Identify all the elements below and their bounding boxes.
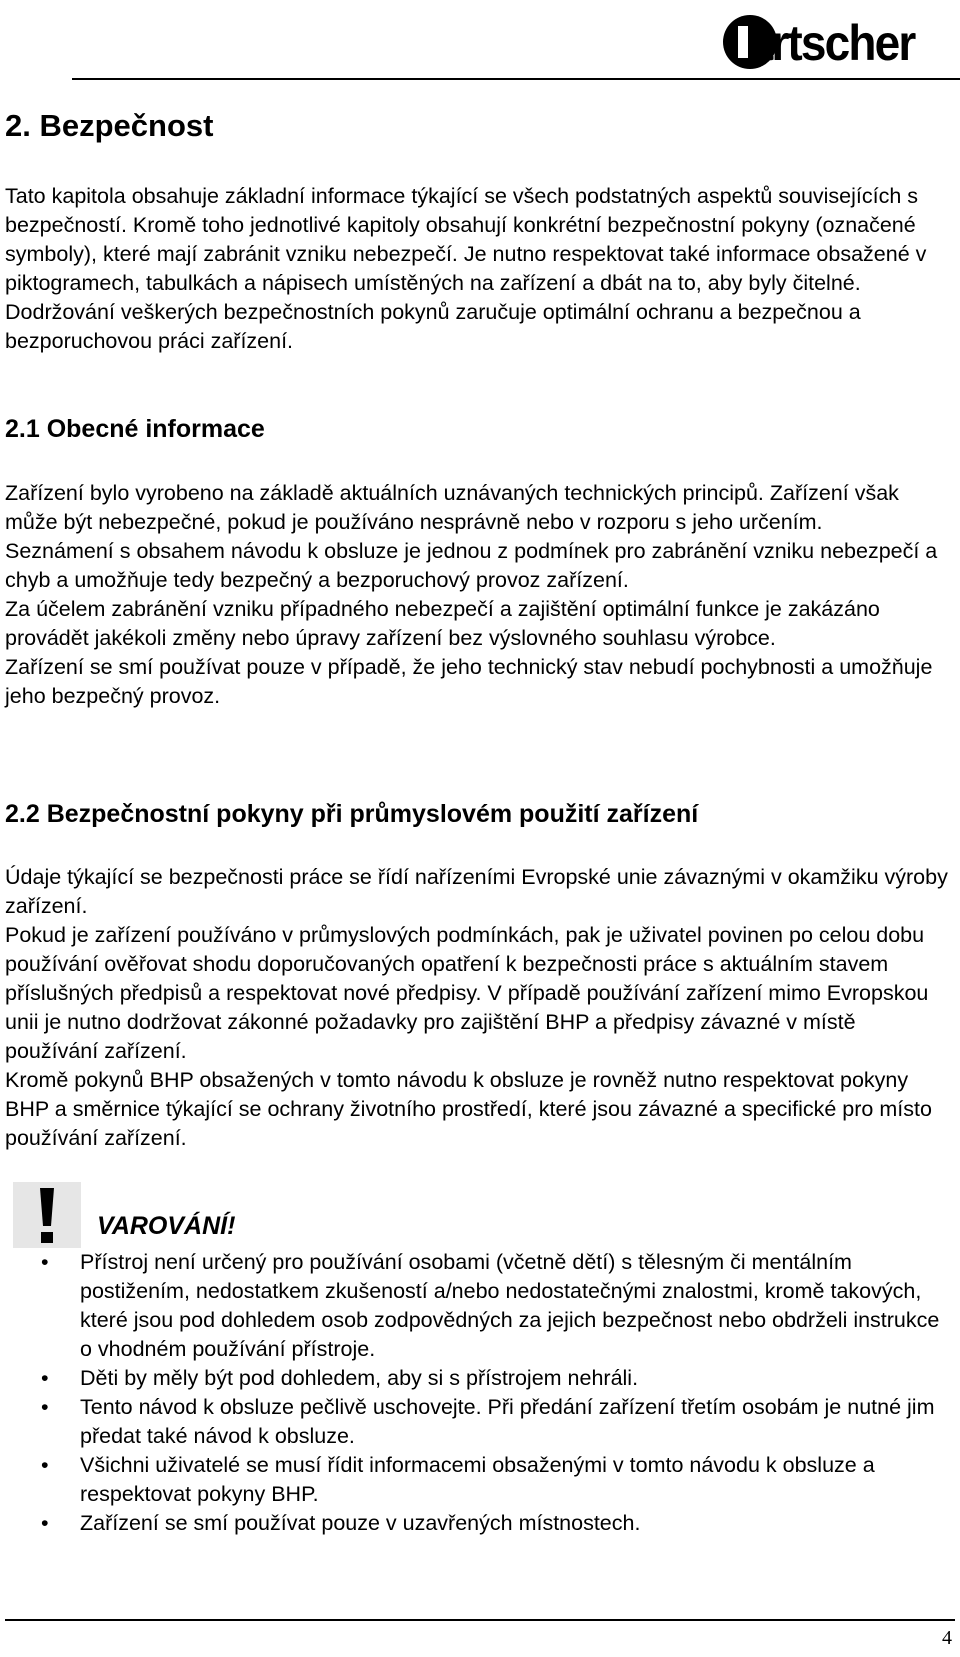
- list-item-text: Zařízení se smí používat pouze v uzavřených místnostech.: [80, 1511, 641, 1535]
- bullet-icon: •: [41, 1366, 49, 1390]
- bullet-icon: •: [41, 1250, 49, 1274]
- subsection-title-general: 2.1 Obecné informace: [5, 415, 265, 443]
- paragraph: Tato kapitola obsahuje základní informace týkající se všech podstatných aspektů souvisejících s bezpečností. Kromě toho jednotlivé kapitoly obsahují konkrétní bezpečnostní pokyny (označené symboly), které mají zabránit vzniku nebezpečí. Je nutno respektovat také informace obsažené v piktogramech, tabulkách a nápisech umístěných na zařízení a dbát na to, aby byly čitelné.: [5, 184, 927, 295]
- warning-title: VAROVÁNÍ!: [97, 1212, 236, 1240]
- list-item: [5, 1451, 953, 1509]
- bullet-icon: •: [41, 1395, 49, 1419]
- footer-rule: [5, 1619, 955, 1621]
- header-rule: [72, 78, 960, 80]
- list-item: [5, 1509, 953, 1538]
- list-item: [5, 1364, 953, 1393]
- paragraph: Za účelem zabránění vzniku případného nebezpečí a zajištění optimální funkce je zakázáno provádět jakékoli změny nebo úpravy zařízení bez výslovného souhlasu výrobce.: [5, 597, 880, 650]
- paragraph: Kromě pokynů BHP obsažených v tomto návodu k obsluze je rovněž nutno respektovat pokyny BHP a směrnice týkající se ochrany životního prostředí, které jsou závazné a specifické pro místo používání zařízení.: [5, 1068, 932, 1150]
- subsection-industrial-text: [5, 863, 953, 1153]
- list-item: [5, 1393, 953, 1451]
- section-intro: [5, 182, 953, 356]
- page-number: 4: [942, 1627, 952, 1649]
- exclamation-icon: [13, 1182, 81, 1248]
- paragraph: Údaje týkající se bezpečnosti práce se řídí nařízeními Evropské unie závaznými v okamžiku výroby zařízení.: [5, 865, 948, 918]
- list-item: [5, 1248, 953, 1364]
- bullet-icon: •: [41, 1453, 49, 1477]
- paragraph: Dodržování veškerých bezpečnostních pokynů zaručuje optimální ochranu a bezpečnou a bezporuchovou práci zařízení.: [5, 300, 861, 353]
- warning-list: [5, 1248, 953, 1538]
- subsection-general-text: [5, 479, 953, 711]
- paragraph: Seznámení s obsahem návodu k obsluze je jednou z podmínek pro zabránění vzniku nebezpečí a chyb a umožňuje tedy bezpečný a bezporuchový provoz zařízení.: [5, 539, 938, 592]
- list-item-text: Děti by měly být pod dohledem, aby si s přístrojem nehráli.: [80, 1366, 639, 1390]
- list-item-text: Všichni uživatelé se musí řídit informacemi obsaženými v tomto návodu k obsluze a respektovat pokyny BHP.: [80, 1453, 875, 1506]
- list-item-text: Přístroj není určený pro používání osobami (včetně dětí) s tělesným či mentálním postižením, nedostatkem zkušeností a/nebo nedostatečnými znalostmi, kromě takových, které jsou pod dohledem osob zodpovědných za jejich bezpečnost nebo obdrželi instrukce o vhodném používání přístroje.: [80, 1250, 940, 1361]
- section-title: 2. Bezpečnost: [5, 108, 214, 143]
- bartscher-logo: [720, 6, 935, 76]
- paragraph: Zařízení bylo vyrobeno na základě aktuálních uznávaných technických principů. Zařízení však může být nebezpečné, pokud je používáno nesprávně nebo v rozporu s jeho určením.: [5, 481, 899, 534]
- subsection-title-industrial: 2.2 Bezpečnostní pokyny při průmyslovém použití zařízení: [5, 800, 699, 828]
- list-item-text: Tento návod k obsluze pečlivě uschovejte. Při předání zařízení třetím osobám je nutné jim předat také návod k obsluze.: [80, 1395, 935, 1448]
- paragraph: Zařízení se smí používat pouze v případě, že jeho technický stav nebudí pochybnosti a umožňuje jeho bezpečný provoz.: [5, 655, 933, 708]
- svg-text:artscher: artscher: [747, 16, 915, 72]
- bullet-icon: •: [41, 1511, 49, 1535]
- paragraph: Pokud je zařízení používáno v průmyslových podmínkách, pak je uživatel povinen po celou dobu používání ověřovat shodu doporučovaných opatření k bezpečnosti práce s aktuálním stavem příslušných předpisů a respektovat nové předpisy. V případě používání zařízení mimo Evropskou unii je nutno dodržovat zákonné požadavky pro zajištění BHP a předpisy závazné v místě používání zařízení.: [5, 923, 929, 1063]
